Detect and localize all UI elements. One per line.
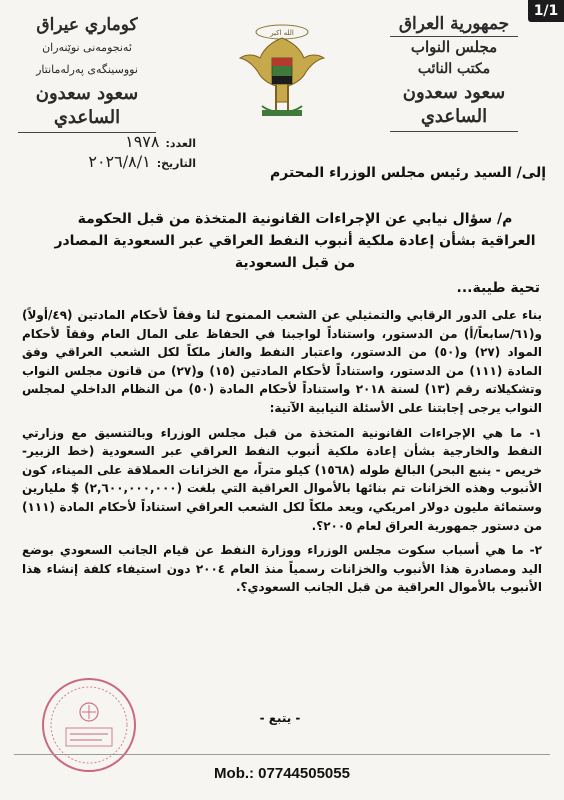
subject-line: م/ سؤال نيابي عن الإجراءات القانونية المتخذة من قبل الحكومة العراقية بشأن إعادة ملكية أنبوب النفط العراقي عبر السعودية المصادر من قبل السعودية bbox=[54, 211, 536, 271]
iraq-coat-of-arms-icon bbox=[232, 18, 332, 122]
recipient-line: إلى/ السيد رئيس مجلس الوزراء المحترم bbox=[269, 165, 546, 181]
letterhead-divider bbox=[390, 131, 518, 132]
letterhead-arabic bbox=[384, 14, 524, 132]
reference-number-value: ١٩٧٨ bbox=[125, 132, 160, 151]
emblem-caption: الله اكبر bbox=[270, 29, 294, 37]
reference-date-value: ٢٠٢٦/٨/١ bbox=[88, 152, 151, 171]
letterhead-mp-name: سعود سعدون الساعدي bbox=[402, 82, 506, 127]
letterhead-office: مكتب النائب bbox=[417, 61, 491, 77]
footer-divider bbox=[14, 754, 550, 755]
page-indicator: 1/1 bbox=[528, 0, 564, 22]
question-2: ٢- ما هي أسباب سكوت مجلس الوزراء ووزارة النفط عن قيام الجانب السعودي بوضع اليد ومصادرة هذا الأنبوب والخزانات رسمياً منذ العام ٢٠٠٤ دون استيفاء كلفة إنشاء هذا الأنبوب بالأموال العراقية من قبل الجانب السعودي؟. bbox=[22, 543, 542, 595]
letterhead-country: جمهورية العراق bbox=[398, 14, 510, 34]
reference-number bbox=[16, 132, 196, 152]
letterhead-office-kurdish: نووسینگەی پەرلەمانتار bbox=[36, 63, 138, 76]
letterhead-mp-name-kurdish: سعود سعدون الساعدي bbox=[35, 83, 139, 128]
reference-number-label: العدد: bbox=[165, 137, 196, 150]
intro-paragraph: بناء على الدور الرقابي والتمثيلي عن الشعب الممنوح لنا وفقاً لأحكام المادتين (٤٩/أولاً) و(٦١/سابعاً/أ) من الدستور، واستناداً لواجبنا في الحفاظ على المال العام وفقاً لأحكام المواد (٢٧) و(٥٠) من الدستور، واعتبار النفط والغاز ملكاً لكل الشعب العراقي وفق المادة (١١١) من الدستور، واستناداً لأحكام المادتين (١٥) و(٢٧) من قانون مجلس النواب وتشكيلاته رقم (١٣) لسنة ٢٠١٨ واستناداً لأحكام المادة (٥٠) من النظام الداخلي لمجلس النواب يرجى إجابتنا على الأسئلة النيابية الآتية: bbox=[22, 308, 543, 415]
greeting: تحية طيبة... bbox=[456, 280, 540, 296]
letterhead-country-kurdish: كوماري عيراق bbox=[36, 15, 138, 35]
letter-body bbox=[22, 306, 542, 603]
official-stamp-icon bbox=[40, 676, 138, 774]
reference-date-label: التاريخ: bbox=[156, 157, 196, 170]
footer-mobile: Mob.: 07744505055 bbox=[214, 765, 350, 782]
letterhead-kurdish bbox=[12, 14, 162, 133]
question-1: ١- ما هي الإجراءات القانونية المتخذة من قبل مجلس الوزراء وبالتنسيق مع وزارتي النفط والخارجية بشأن إعادة ملكية أنبوب النفط العراقي عبر السعودية (خط الزبير- خريص - ينبع البحر) البالغ طوله (١٥٦٨) كيلو متراً، مع الخزانات العملاقة على الميناء، كون الأنبوب وهذه الخزانات تم بنائها بالأموال العراقية التي بلغت (٢,٦٠٠,٠٠٠,٠٠٠) $ مليارين وستمائة مليون دولار امريكي، ويعد ملكاً لكل الشعب العراقي استناداً لأحكام المادة (١١١) من دستور جمهورية العراق لعام ٢٠٠٥؟. bbox=[22, 425, 543, 533]
continuation-note: - يتبع - bbox=[259, 711, 301, 725]
letterhead-council: مجلس النواب bbox=[410, 38, 498, 56]
letterhead-council-kurdish: ئەنجومەنی نوێنەران bbox=[42, 41, 132, 54]
